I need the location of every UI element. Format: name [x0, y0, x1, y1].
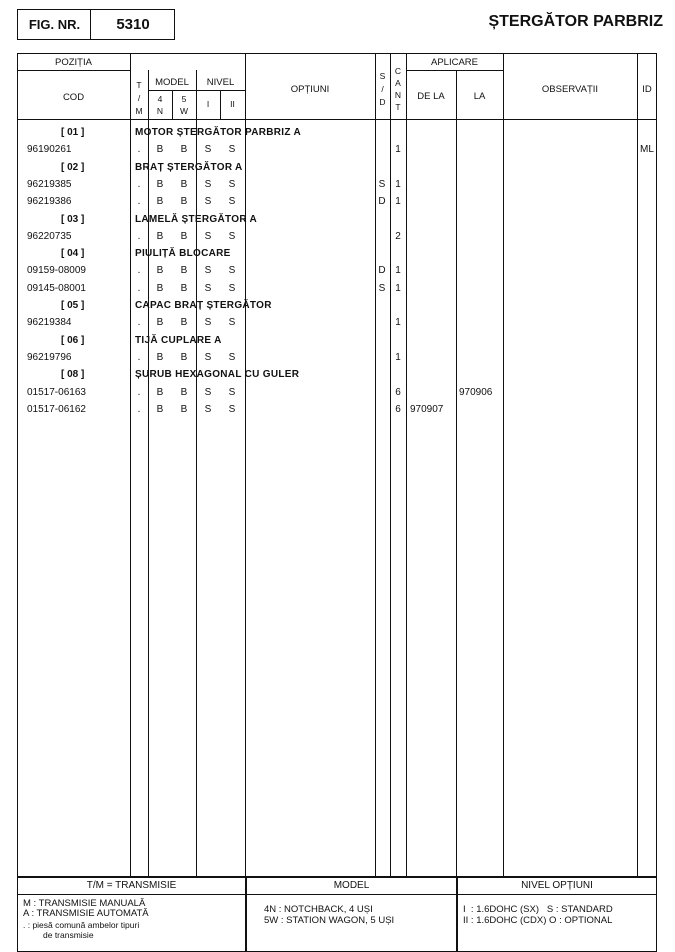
- cell-cod: 09145-08001: [27, 282, 86, 294]
- group-row: [17, 160, 657, 177]
- cell-tm: .: [137, 351, 141, 363]
- header-model-n: N: [156, 106, 164, 116]
- group-name: PIULIȚĂ BLOCARE: [135, 248, 231, 260]
- cell-cod: 96220735: [27, 230, 72, 242]
- cell-sd: D: [378, 265, 386, 277]
- header-rule: [148, 90, 245, 91]
- cell-nii: S: [228, 351, 236, 363]
- header-bottom-rule: [17, 119, 657, 120]
- cell-cod: 09159-08009: [27, 265, 86, 277]
- cell-nii: S: [228, 196, 236, 208]
- header-sd-d: D: [379, 97, 386, 107]
- cell-tm: .: [137, 178, 141, 190]
- cell-cant: 6: [395, 403, 401, 415]
- group-position: [ 01 ]: [61, 127, 85, 138]
- legend-line: M : TRANSMISIE MANUALĂ: [23, 898, 146, 909]
- group-position: [ 03 ]: [61, 213, 85, 225]
- legend-line: de transmisie: [43, 930, 94, 940]
- cell-cant: 1: [395, 317, 401, 329]
- header-cant-t: T: [395, 102, 401, 112]
- part-row: [17, 315, 657, 332]
- cell-nii: S: [228, 282, 236, 294]
- cell-m5w: B: [180, 282, 188, 294]
- group-name: BRAȚ ȘTERGĂTOR A: [135, 161, 243, 173]
- part-row: [17, 229, 657, 246]
- header-model: MODEL: [155, 77, 189, 88]
- part-row: [17, 402, 657, 419]
- group-position: [ 02 ]: [61, 161, 85, 173]
- legend-transmisie: [17, 877, 246, 952]
- cell-ni: S: [204, 196, 212, 208]
- cell-m4n: B: [156, 317, 164, 329]
- group-name: CAPAC BRAȚ ȘTERGĂTOR: [135, 300, 272, 311]
- cell-tm: .: [137, 144, 141, 156]
- group-row: [17, 333, 657, 350]
- part-row: [17, 385, 657, 402]
- cell-ni: S: [204, 230, 212, 242]
- cell-cod: 01517-06163: [27, 386, 86, 398]
- legend-model: [246, 877, 457, 952]
- header-tm-m: M: [135, 106, 143, 116]
- header-de-la: DE LA: [417, 91, 445, 102]
- legend-line: A : TRANSMISIE AUTOMATĂ: [23, 908, 149, 919]
- header-model-4: 4: [157, 94, 163, 104]
- part-row: [17, 281, 657, 298]
- group-row: [17, 246, 657, 263]
- cell-m5w: B: [180, 230, 188, 242]
- header-sd-s: S: [379, 71, 386, 81]
- header-nivel-ii: II: [230, 99, 235, 109]
- header-model-w: W: [179, 106, 189, 116]
- header-id: ID: [642, 84, 652, 95]
- header-aplicare: APLICARE: [431, 57, 478, 68]
- page-title: ȘTERGĂTOR PARBRIZ: [488, 13, 663, 30]
- cell-ni: S: [204, 282, 212, 294]
- cell-sd: D: [378, 196, 386, 208]
- cell-cant: 6: [395, 386, 401, 398]
- cell-nii: S: [228, 265, 236, 277]
- cell-m4n: B: [156, 386, 164, 398]
- cell-la: 970906: [459, 386, 493, 398]
- cell-ni: S: [204, 317, 212, 329]
- cell-ni: S: [204, 265, 212, 277]
- cell-cod: 96219384: [27, 317, 72, 329]
- legend-nivel: [457, 877, 657, 952]
- group-position: [ 08 ]: [61, 369, 85, 381]
- cell-m4n: B: [156, 351, 164, 363]
- cell-m4n: B: [156, 230, 164, 242]
- header-sd-slash: /: [381, 84, 384, 94]
- legend-nivel-title: NIVEL OPȚIUNI: [458, 878, 656, 895]
- cell-cant: 1: [395, 351, 401, 363]
- header-nivel-i: I: [206, 99, 210, 109]
- group-name: MOTOR ȘTERGĂTOR PARBRIZ A: [135, 127, 302, 138]
- legend-line: II : 1.6DOHC (CDX) O : OPTIONAL: [463, 915, 613, 926]
- cell-tm: .: [137, 317, 141, 329]
- header-rule: [17, 70, 130, 71]
- cell-nii: S: [228, 230, 236, 242]
- cell-id: ML: [640, 144, 654, 156]
- cell-cant: 1: [395, 144, 401, 156]
- part-row: [17, 350, 657, 367]
- header-nivel: NIVEL: [206, 77, 235, 88]
- legend-transmisie-title: T/M = TRANSMISIE: [18, 878, 245, 895]
- group-name: LAMELĂ ȘTERGĂTOR A: [135, 213, 258, 225]
- header-cant-c: C: [394, 66, 402, 76]
- cell-m4n: B: [156, 196, 164, 208]
- figure-number: 5310: [116, 16, 150, 33]
- header-rule: [406, 70, 503, 71]
- cell-sd: S: [378, 178, 386, 190]
- legend-line: 5W : STATION WAGON, 5 UȘI: [264, 915, 395, 926]
- header-optiuni: OPȚIUNI: [290, 84, 330, 95]
- cell-cod: 96219386: [27, 196, 72, 208]
- cell-sd: S: [378, 282, 386, 294]
- group-position: [ 06 ]: [61, 334, 85, 346]
- cell-m5w: B: [180, 386, 188, 398]
- header-cod: COD: [62, 92, 85, 103]
- cell-m4n: B: [156, 178, 164, 190]
- cell-tm: .: [137, 230, 141, 242]
- group-row: [17, 125, 657, 142]
- cell-m5w: B: [180, 178, 188, 190]
- cell-tm: .: [137, 282, 141, 294]
- cell-ni: S: [204, 403, 212, 415]
- cell-ni: S: [204, 386, 212, 398]
- cell-cod: 96219796: [27, 351, 72, 363]
- cell-cant: 1: [395, 265, 401, 277]
- header-cant-n: N: [394, 90, 402, 100]
- cell-cant: 1: [395, 196, 401, 208]
- header-cant-a: A: [395, 78, 401, 88]
- cell-nii: S: [228, 144, 236, 156]
- cell-ni: S: [204, 178, 212, 190]
- cell-m5w: B: [180, 403, 188, 415]
- group-row: [17, 212, 657, 229]
- cell-nii: S: [228, 403, 236, 415]
- group-name: TIJĂ CUPLARE A: [135, 334, 222, 346]
- cell-m5w: B: [180, 265, 188, 277]
- cell-tm: .: [137, 196, 141, 208]
- header-pozitia: POZIȚIA: [55, 57, 92, 68]
- part-row: [17, 263, 657, 280]
- part-row: [17, 177, 657, 194]
- cell-cant: 2: [395, 230, 401, 242]
- part-row: [17, 194, 657, 211]
- header-observatii: OBSERVAȚII: [541, 84, 599, 95]
- group-name: ȘURUB HEXAGONAL CU GULER: [135, 369, 300, 381]
- group-row: [17, 367, 657, 384]
- cell-dela: 970907: [410, 403, 444, 415]
- header-tm-slash: /: [137, 93, 141, 103]
- legend-line: 4N : NOTCHBACK, 4 UȘI: [264, 904, 373, 915]
- cell-m4n: B: [156, 144, 164, 156]
- figure-label: FIG. NR.: [19, 9, 91, 40]
- cell-tm: .: [137, 265, 141, 277]
- cell-tm: .: [137, 403, 141, 415]
- cell-m5w: B: [180, 196, 188, 208]
- legend-model-title: MODEL: [247, 878, 456, 895]
- cell-ni: S: [204, 144, 212, 156]
- cell-m5w: B: [180, 144, 188, 156]
- group-position: [ 05 ]: [61, 300, 85, 311]
- cell-nii: S: [228, 386, 236, 398]
- cell-tm: .: [137, 386, 141, 398]
- cell-cant: 1: [395, 282, 401, 294]
- cell-cod: 96219385: [27, 178, 72, 190]
- header-model-5: 5: [181, 94, 187, 104]
- legend-line: . : piesă comună ambelor tipuri: [23, 920, 140, 930]
- cell-m5w: B: [180, 351, 188, 363]
- part-row: [17, 142, 657, 159]
- group-position: [ 04 ]: [61, 248, 85, 260]
- cell-m4n: B: [156, 282, 164, 294]
- cell-cant: 1: [395, 178, 401, 190]
- cell-nii: S: [228, 178, 236, 190]
- cell-nii: S: [228, 317, 236, 329]
- legend-line: I : 1.6DOHC (SX) S : STANDARD: [463, 904, 613, 915]
- cell-m5w: B: [180, 317, 188, 329]
- cell-m4n: B: [156, 403, 164, 415]
- group-row: [17, 298, 657, 315]
- header-la: LA: [473, 91, 486, 102]
- cell-cod: 96190261: [27, 144, 72, 156]
- cell-m4n: B: [156, 265, 164, 277]
- cell-cod: 01517-06162: [27, 403, 86, 415]
- header-tm-t: T: [136, 80, 142, 90]
- cell-ni: S: [204, 351, 212, 363]
